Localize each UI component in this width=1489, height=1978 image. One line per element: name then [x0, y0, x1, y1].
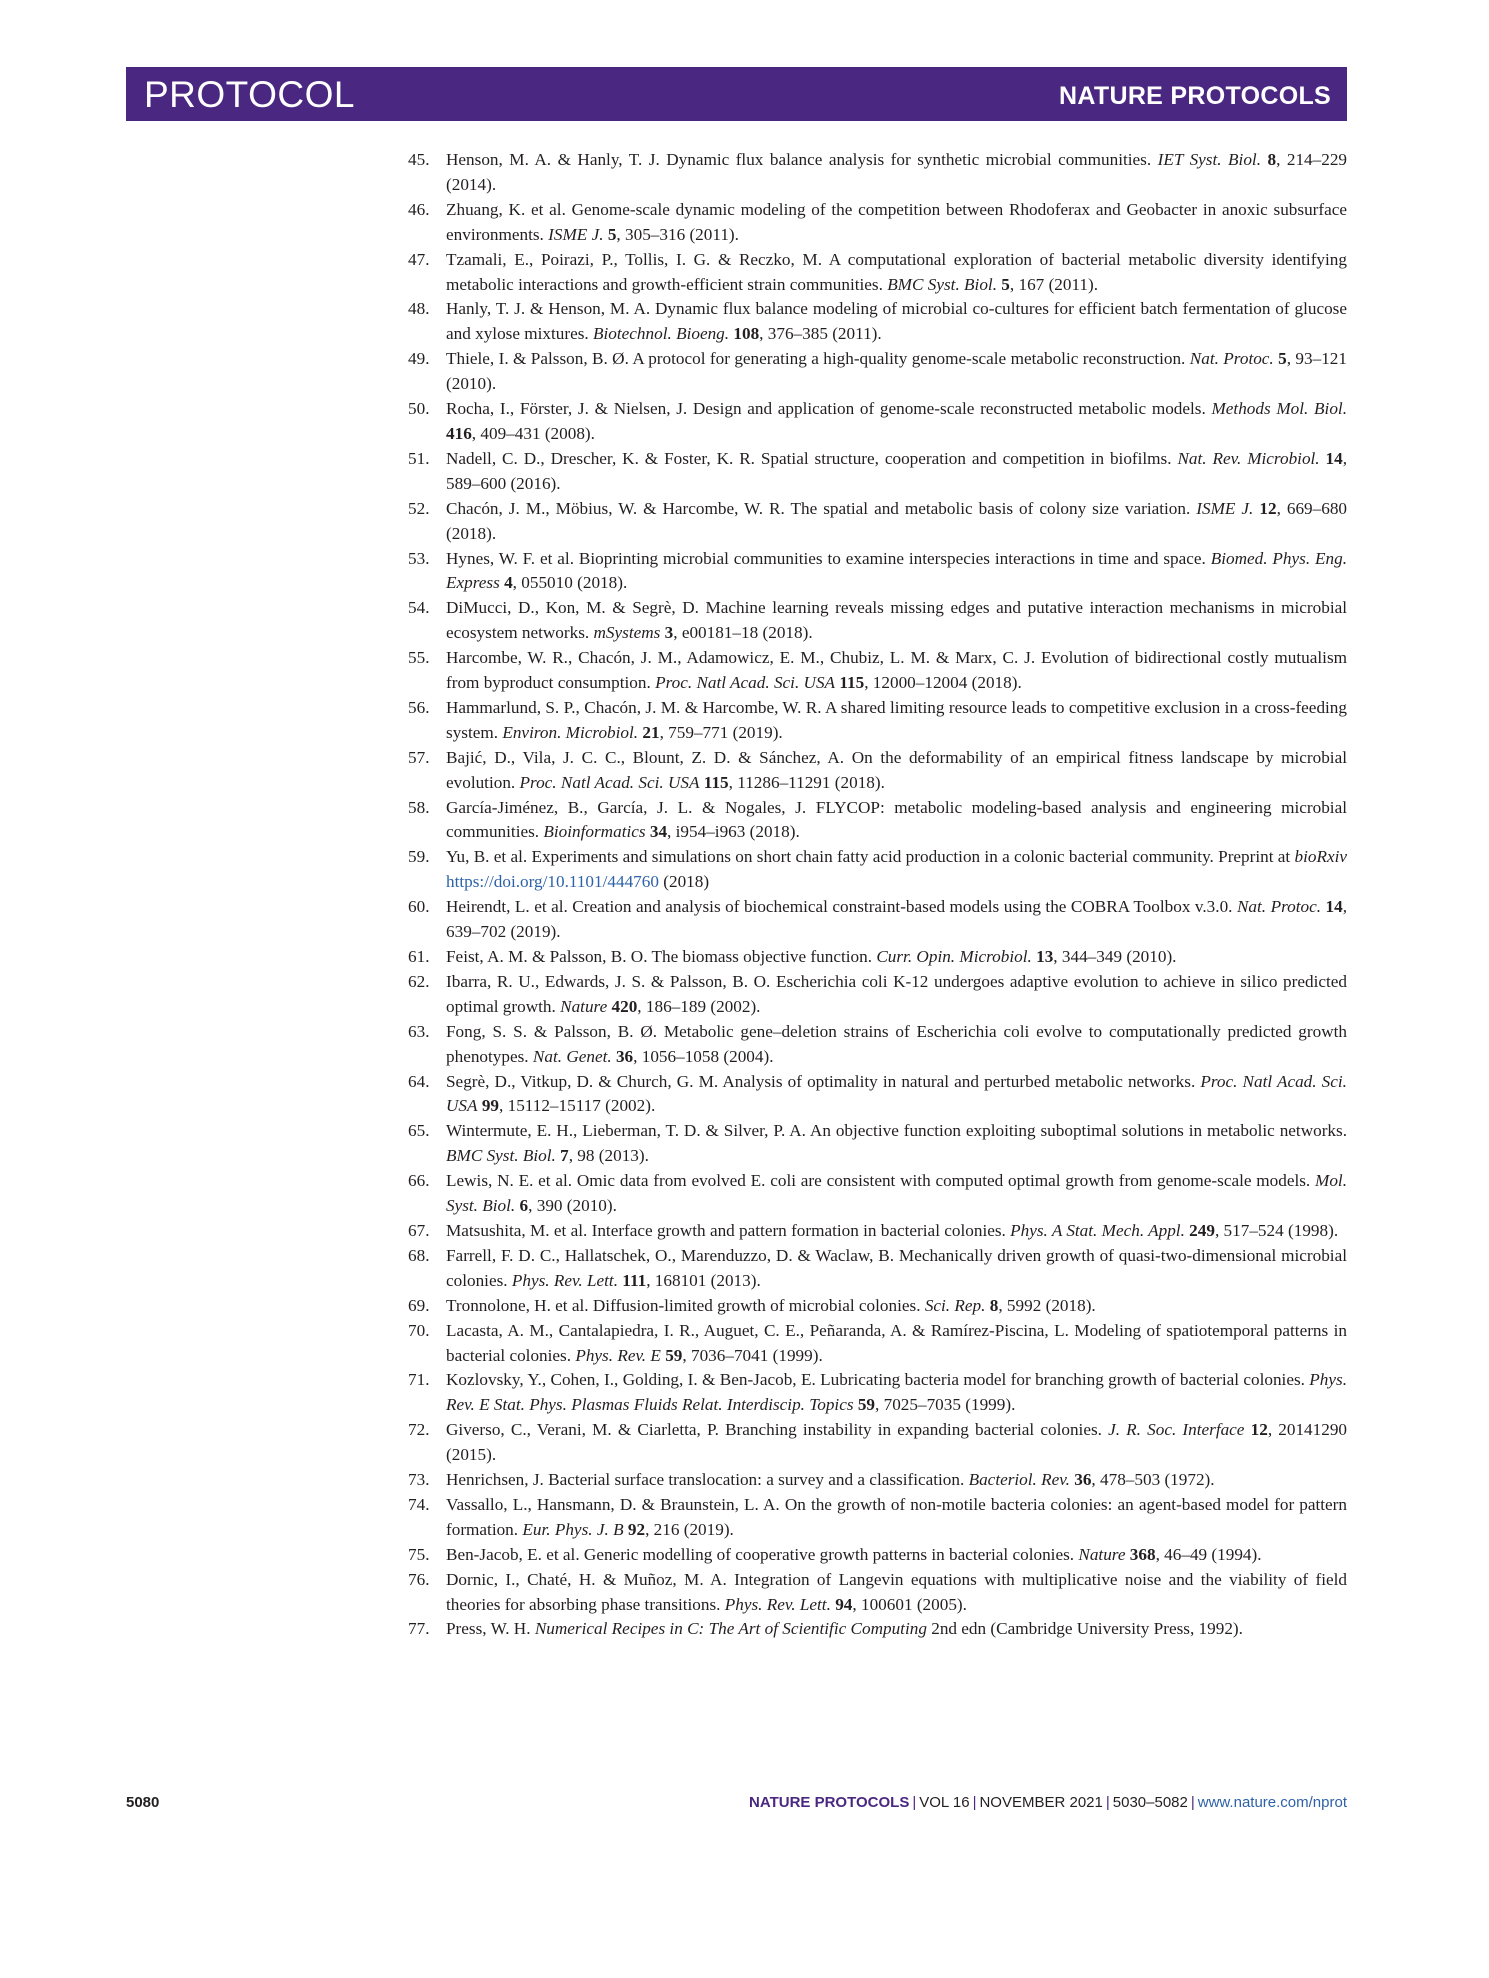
- reference-text: DiMucci, D., Kon, M. & Segrè, D. Machine learning reveals missing edges and putative interaction mechanisms in microbial ecosystem networks.: [446, 598, 1347, 643]
- reference-number: 74.: [408, 1494, 430, 1514]
- journal-name: Phys. Rev. Lett.: [724, 1594, 831, 1614]
- journal-name: Nat. Protoc.: [1236, 897, 1322, 917]
- reference-number: 71.: [408, 1370, 430, 1390]
- reference-text: Matsushita, M. et al. Interface growth and pattern formation in bacterial colonies.: [446, 1220, 1011, 1240]
- volume-number: 12: [1259, 498, 1277, 518]
- reference-item: [408, 1319, 1347, 1369]
- reference-text: , 305–316 (2011).: [616, 224, 739, 244]
- reference-item: [408, 1070, 1347, 1120]
- volume-number: 92: [627, 1519, 646, 1539]
- reference-item: [408, 1244, 1347, 1294]
- journal-name: Proc. Natl Acad. Sci. USA: [446, 1071, 1347, 1116]
- reference-item: [408, 1543, 1347, 1568]
- reference-item: [408, 447, 1347, 497]
- reference-text: Kozlovsky, Y., Cohen, I., Golding, I. & Ben-Jacob, E. Lubricating bacteria model for branching growth of bacterial colonies.: [446, 1370, 1310, 1390]
- reference-number: 77.: [408, 1619, 430, 1639]
- reference-item: [408, 1169, 1347, 1219]
- reference-item: [408, 397, 1347, 447]
- journal-name: Mol. Syst. Biol.: [446, 1171, 1347, 1216]
- volume-number: 115: [839, 673, 865, 693]
- page-footer: [126, 1794, 1347, 1818]
- reference-text: , 409–431 (2008).: [471, 423, 595, 443]
- footer-url-link[interactable]: www.nature.com/nprot: [1197, 1794, 1347, 1811]
- footer-separator: |: [1105, 1794, 1110, 1811]
- footer-separator: |: [912, 1794, 917, 1811]
- reference-number: 47.: [408, 249, 430, 269]
- journal-name: Biomed. Phys. Eng. Express: [446, 548, 1347, 593]
- volume-number: 111: [622, 1270, 647, 1290]
- volume-number: 108: [733, 324, 760, 344]
- reference-text: , 759–771 (2019).: [659, 722, 783, 742]
- journal-title: NATURE PROTOCOLS: [1059, 82, 1331, 110]
- reference-text: , 12000–12004 (2018).: [864, 673, 1022, 693]
- reference-text: Lacasta, A. M., Cantalapiedra, I. R., Auguet, C. E., Peñaranda, A. & Ramírez-Piscina, L. Modeling of spatiotemporal patterns in bacterial colonies.: [446, 1320, 1347, 1365]
- volume-number: 5: [1001, 274, 1010, 294]
- volume-number: 3: [664, 623, 674, 643]
- reference-number: 57.: [408, 747, 430, 767]
- journal-name: ISME J.: [548, 224, 604, 244]
- reference-text: Hanly, T. J. & Henson, M. A. Dynamic flux balance modeling of microbial co-cultures for efficient batch fermentation of glucose and xylose mixtures.: [446, 299, 1347, 344]
- reference-item: [408, 895, 1347, 945]
- reference-number: 67.: [408, 1220, 430, 1240]
- journal-name: bioRxiv: [1294, 847, 1348, 867]
- reference-item: [408, 1219, 1347, 1244]
- reference-item: [408, 596, 1347, 646]
- journal-name: Proc. Natl Acad. Sci. USA: [655, 673, 836, 693]
- journal-name: Nat. Genet.: [532, 1046, 612, 1066]
- volume-number: 416: [446, 423, 472, 443]
- volume-number: 59: [665, 1345, 683, 1365]
- reference-text: , 216 (2019).: [645, 1519, 734, 1539]
- volume-number: 13: [1036, 947, 1054, 966]
- reference-item: [408, 646, 1347, 696]
- journal-name: Nat. Protoc.: [1189, 349, 1274, 369]
- reference-number: 63.: [408, 1021, 430, 1041]
- reference-number: 50.: [408, 399, 430, 419]
- reference-text: , 7036–7041 (1999).: [682, 1345, 823, 1365]
- reference-number: 52.: [408, 498, 430, 518]
- book-title: Numerical Recipes in C: The Art of Scientific Computing: [534, 1619, 927, 1639]
- journal-name: Environ. Microbiol.: [502, 722, 639, 742]
- reference-text: , 669–680 (2018).: [446, 498, 1348, 543]
- journal-name: ISME J.: [1196, 498, 1254, 518]
- volume-number: 59: [857, 1395, 876, 1415]
- reference-number: 51.: [408, 448, 430, 468]
- footer-separator: |: [1190, 1794, 1195, 1811]
- reference-text: Bajić, D., Vila, J. C. C., Blount, Z. D. & Sánchez, A. On the deformability of an empirical fitness landscape by microbial evolution.: [446, 747, 1347, 792]
- reference-text: , 46–49 (1994).: [1155, 1544, 1262, 1564]
- journal-name: Nature: [1078, 1544, 1126, 1564]
- reference-text: Hynes, W. F. et al. Bioprinting microbial communities to examine interspecies interactions in time and space.: [446, 548, 1211, 568]
- volume-number: 115: [703, 772, 729, 792]
- reference-text: , 344–349 (2010).: [1053, 947, 1177, 966]
- reference-number: 45.: [408, 150, 430, 169]
- reference-number: 62.: [408, 971, 430, 991]
- volume-number: 99: [481, 1096, 499, 1116]
- reference-number: 76.: [408, 1569, 430, 1589]
- footer-date: NOVEMBER 2021: [979, 1794, 1103, 1811]
- reference-text: , 20141290 (2015).: [446, 1420, 1348, 1465]
- reference-text: García-Jiménez, B., García, J. L. & Nogales, J. FLYCOP: metabolic modeling-based analysis and engineering microbial communities.: [446, 797, 1347, 842]
- volume-number: 5: [607, 224, 617, 244]
- journal-name: Curr. Opin. Microbiol.: [876, 947, 1032, 966]
- reference-item: [408, 1020, 1347, 1070]
- reference-item: [408, 297, 1347, 347]
- reference-text: , 168101 (2013).: [646, 1270, 761, 1290]
- volume-number: 4: [504, 573, 513, 593]
- reference-text: Wintermute, E. H., Lieberman, T. D. & Silver, P. A. An objective function exploiting suboptimal solutions in metabolic networks.: [446, 1121, 1347, 1141]
- reference-text: , 11286–11291 (2018).: [728, 772, 885, 792]
- reference-text: Giverso, C., Verani, M. & Ciarletta, P. Branching instability in expanding bacterial colonies.: [446, 1420, 1109, 1440]
- reference-number: 73.: [408, 1470, 430, 1490]
- reference-item: [408, 547, 1347, 597]
- reference-text: Tzamali, E., Poirazi, P., Tollis, I. G. & Reczko, M. A computational exploration of bacterial metabolic diversity identifying metabolic interactions and growth-efficient strain communities.: [446, 249, 1347, 294]
- reference-text: Press, W. H.: [446, 1619, 535, 1639]
- journal-name: IET Syst. Biol.: [1157, 150, 1261, 169]
- reference-number: 54.: [408, 598, 430, 618]
- reference-text: 2nd edn (Cambridge University Press, 1992).: [926, 1619, 1243, 1639]
- reference-item: [408, 696, 1347, 746]
- volume-number: 94: [835, 1594, 853, 1614]
- volume-number: 21: [642, 722, 660, 742]
- reference-text: , 93–121 (2010).: [446, 349, 1347, 394]
- journal-name: Phys. Rev. E: [575, 1345, 661, 1365]
- reference-text: , e00181–18 (2018).: [673, 623, 813, 643]
- reference-number: 66.: [408, 1171, 430, 1191]
- footer-journal: NATURE PROTOCOLS: [749, 1794, 910, 1811]
- reference-text: Feist, A. M. & Palsson, B. O. The biomass objective function.: [446, 947, 877, 966]
- journal-name: Proc. Natl Acad. Sci. USA: [519, 772, 700, 792]
- reference-text: Nadell, C. D., Drescher, K. & Foster, K. R. Spatial structure, cooperation and competition in biofilms.: [446, 448, 1178, 468]
- reference-item: [408, 1493, 1347, 1543]
- volume-number: 7: [560, 1146, 569, 1166]
- reference-number: 48.: [408, 299, 430, 319]
- reference-item: [408, 970, 1347, 1020]
- reference-number: 58.: [408, 797, 430, 817]
- volume-number: 8: [989, 1295, 999, 1315]
- reference-item: [408, 845, 1347, 895]
- journal-name: Bacteriol. Rev.: [968, 1470, 1070, 1490]
- reference-item: [408, 1119, 1347, 1169]
- reference-number: 61.: [408, 947, 430, 966]
- journal-name: Sci. Rep.: [924, 1295, 986, 1315]
- journal-name: Phys. A Stat. Mech. Appl.: [1010, 1220, 1185, 1240]
- reference-text: , 390 (2010).: [528, 1196, 617, 1216]
- journal-name: J. R. Soc. Interface: [1108, 1420, 1245, 1440]
- reference-text: Henrichsen, J. Bacterial surface translocation: a survey and a classification.: [446, 1470, 969, 1490]
- reference-item: [408, 746, 1347, 796]
- reference-text: Dornic, I., Chaté, H. & Muñoz, M. A. Integration of Langevin equations with multiplicative noise and the viability of field theories for absorbing phase transitions.: [446, 1569, 1347, 1614]
- volume-number: 36: [1074, 1470, 1092, 1490]
- reference-text: , 7025–7035 (1999).: [875, 1395, 1016, 1415]
- reference-text: , 589–600 (2016).: [446, 448, 1348, 493]
- reference-text: Segrè, D., Vitkup, D. & Church, G. M. Analysis of optimality in natural and perturbed metabolic networks.: [446, 1071, 1201, 1091]
- reference-text: Farrell, F. D. C., Hallatschek, O., Marenduzzo, D. & Waclaw, B. Mechanically driven growth of quasi-two-dimensional microbial colonies.: [446, 1245, 1347, 1290]
- journal-name: Phys. Rev. E Stat. Phys. Plasmas Fluids Relat. Interdiscip. Topics: [446, 1370, 1347, 1415]
- reference-item: [408, 1294, 1347, 1319]
- doi-link[interactable]: https://doi.org/10.1101/444760: [446, 872, 659, 892]
- reference-text: Ben-Jacob, E. et al. Generic modelling of cooperative growth patterns in bacterial colonies.: [446, 1544, 1079, 1564]
- reference-number: 72.: [408, 1420, 430, 1440]
- journal-name: Biotechnol. Bioeng.: [593, 324, 730, 344]
- reference-number: 55.: [408, 648, 430, 668]
- reference-item: [408, 796, 1347, 846]
- reference-text: (2018): [658, 872, 710, 892]
- reference-number: 53.: [408, 548, 430, 568]
- journal-name: BMC Syst. Biol.: [887, 274, 997, 294]
- reference-item: [408, 198, 1347, 248]
- reference-text: Thiele, I. & Palsson, B. Ø. A protocol for generating a high-quality genome-scale metabolic reconstruction.: [446, 349, 1190, 369]
- reference-number: 49.: [408, 349, 430, 369]
- reference-text: , 1056–1058 (2004).: [633, 1046, 774, 1066]
- reference-text: , 478–503 (1972).: [1091, 1470, 1215, 1490]
- reference-text: Rocha, I., Förster, J. & Nielsen, J. Design and application of genome-scale reconstructed metabolic models.: [446, 399, 1212, 419]
- footer-pages: 5030–5082: [1112, 1794, 1188, 1811]
- footer-volume: VOL 16: [919, 1794, 970, 1811]
- reference-number: 68.: [408, 1245, 430, 1265]
- reference-text: Fong, S. S. & Palsson, B. Ø. Metabolic gene–deletion strains of Escherichia coli evolve to computationally predicted growth phenotypes.: [446, 1021, 1347, 1066]
- volume-number: 34: [649, 822, 668, 842]
- reference-text: , 639–702 (2019).: [446, 897, 1347, 942]
- reference-text: , 15112–15117 (2002).: [499, 1096, 656, 1116]
- reference-item: [408, 1617, 1347, 1642]
- reference-text: , 98 (2013).: [568, 1146, 649, 1166]
- volume-number: 12: [1250, 1420, 1268, 1440]
- journal-name: mSystems: [593, 623, 661, 643]
- reference-text: Hammarlund, S. P., Chacón, J. M. & Harcombe, W. R. A shared limiting resource leads to competitive exclusion in a cross-feeding system.: [446, 697, 1347, 742]
- reference-text: Ibarra, R. U., Edwards, J. S. & Palsson, B. O. Escherichia coli K-12 undergoes adaptive evolution to achieve in silico predicted optimal growth.: [446, 971, 1347, 1016]
- footer-separator: |: [972, 1794, 977, 1811]
- reference-text: , 214–229 (2014).: [446, 150, 1348, 194]
- reference-text: Tronnolone, H. et al. Diffusion-limited growth of microbial colonies.: [446, 1295, 925, 1315]
- reference-text: , 5992 (2018).: [998, 1295, 1096, 1315]
- journal-name: Nat. Rev. Microbiol.: [1177, 448, 1320, 468]
- volume-number: 249: [1189, 1220, 1215, 1240]
- page-header: [126, 67, 1347, 121]
- reference-item: [408, 1568, 1347, 1618]
- reference-text: Chacón, J. M., Möbius, W. & Harcombe, W. R. The spatial and metabolic basis of colony size variation.: [446, 498, 1197, 518]
- reference-text: Harcombe, W. R., Chacón, J. M., Adamowicz, E. M., Chubiz, L. M. & Marx, C. J. Evolution of bidirectional costly mutualism from byproduct consumption.: [446, 648, 1347, 693]
- reference-item: [408, 945, 1347, 970]
- reference-number: 60.: [408, 897, 430, 917]
- volume-number: 420: [611, 996, 638, 1016]
- journal-name: Methods Mol. Biol.: [1211, 399, 1347, 419]
- reference-number: 75.: [408, 1544, 430, 1564]
- reference-item: [408, 248, 1347, 298]
- journal-name: Bioinformatics: [543, 822, 646, 842]
- volume-number: 5: [1278, 349, 1287, 369]
- reference-item: [408, 148, 1347, 198]
- volume-number: 36: [615, 1046, 634, 1066]
- reference-number: 56.: [408, 697, 430, 717]
- page-number: 5080: [126, 1794, 160, 1811]
- journal-name: Nature: [560, 996, 608, 1016]
- reference-text: , 186–189 (2002).: [637, 996, 761, 1016]
- reference-number: 64.: [408, 1071, 430, 1091]
- journal-name: Eur. Phys. J. B: [522, 1519, 624, 1539]
- reference-number: 59.: [408, 847, 430, 867]
- reference-number: 46.: [408, 199, 430, 219]
- reference-list: [408, 148, 1347, 1642]
- reference-text: Zhuang, K. et al. Genome-scale dynamic modeling of the competition between Rhodoferax and Geobacter in anoxic subsurface environments.: [446, 199, 1347, 244]
- volume-number: 14: [1325, 448, 1343, 468]
- section-title: PROTOCOL: [144, 74, 355, 115]
- reference-text: Heirendt, L. et al. Creation and analysis of biochemical constraint-based models using the COBRA Toolbox v.3.0.: [446, 897, 1237, 917]
- reference-text: , 100601 (2005).: [852, 1594, 967, 1614]
- footer-citation: [749, 1794, 1347, 1811]
- reference-text: Yu, B. et al. Experiments and simulations on short chain fatty acid production in a colonic bacterial community. Preprint at: [446, 847, 1295, 867]
- volume-number: 368: [1129, 1544, 1156, 1564]
- volume-number: 14: [1325, 897, 1343, 917]
- reference-item: [408, 1418, 1347, 1468]
- reference-text: , 167 (2011).: [1009, 274, 1099, 294]
- reference-item: [408, 1468, 1347, 1493]
- reference-item: [408, 1368, 1347, 1418]
- journal-name: BMC Syst. Biol.: [446, 1146, 556, 1166]
- reference-number: 70.: [408, 1320, 430, 1340]
- reference-item: [408, 347, 1347, 397]
- reference-text: , 517–524 (1998).: [1214, 1220, 1339, 1240]
- reference-text: , 055010 (2018).: [512, 573, 628, 593]
- reference-text: Vassallo, L., Hansmann, D. & Braunstein, L. A. On the growth of non-motile bacteria colonies: an agent-based model for pattern formation.: [446, 1494, 1347, 1539]
- reference-item: [408, 497, 1347, 547]
- volume-number: 6: [519, 1196, 529, 1216]
- reference-number: 65.: [408, 1121, 430, 1141]
- reference-text: Henson, M. A. & Hanly, T. J. Dynamic flux balance analysis for synthetic microbial communities.: [446, 150, 1158, 169]
- reference-number: 69.: [408, 1295, 430, 1315]
- reference-text: , i954–i963 (2018).: [667, 822, 800, 842]
- reference-text: , 376–385 (2011).: [759, 324, 882, 344]
- journal-name: Phys. Rev. Lett.: [511, 1270, 618, 1290]
- reference-text: Lewis, N. E. et al. Omic data from evolved E. coli are consistent with computed optimal growth from genome-scale models.: [446, 1171, 1316, 1191]
- volume-number: 8: [1267, 150, 1277, 169]
